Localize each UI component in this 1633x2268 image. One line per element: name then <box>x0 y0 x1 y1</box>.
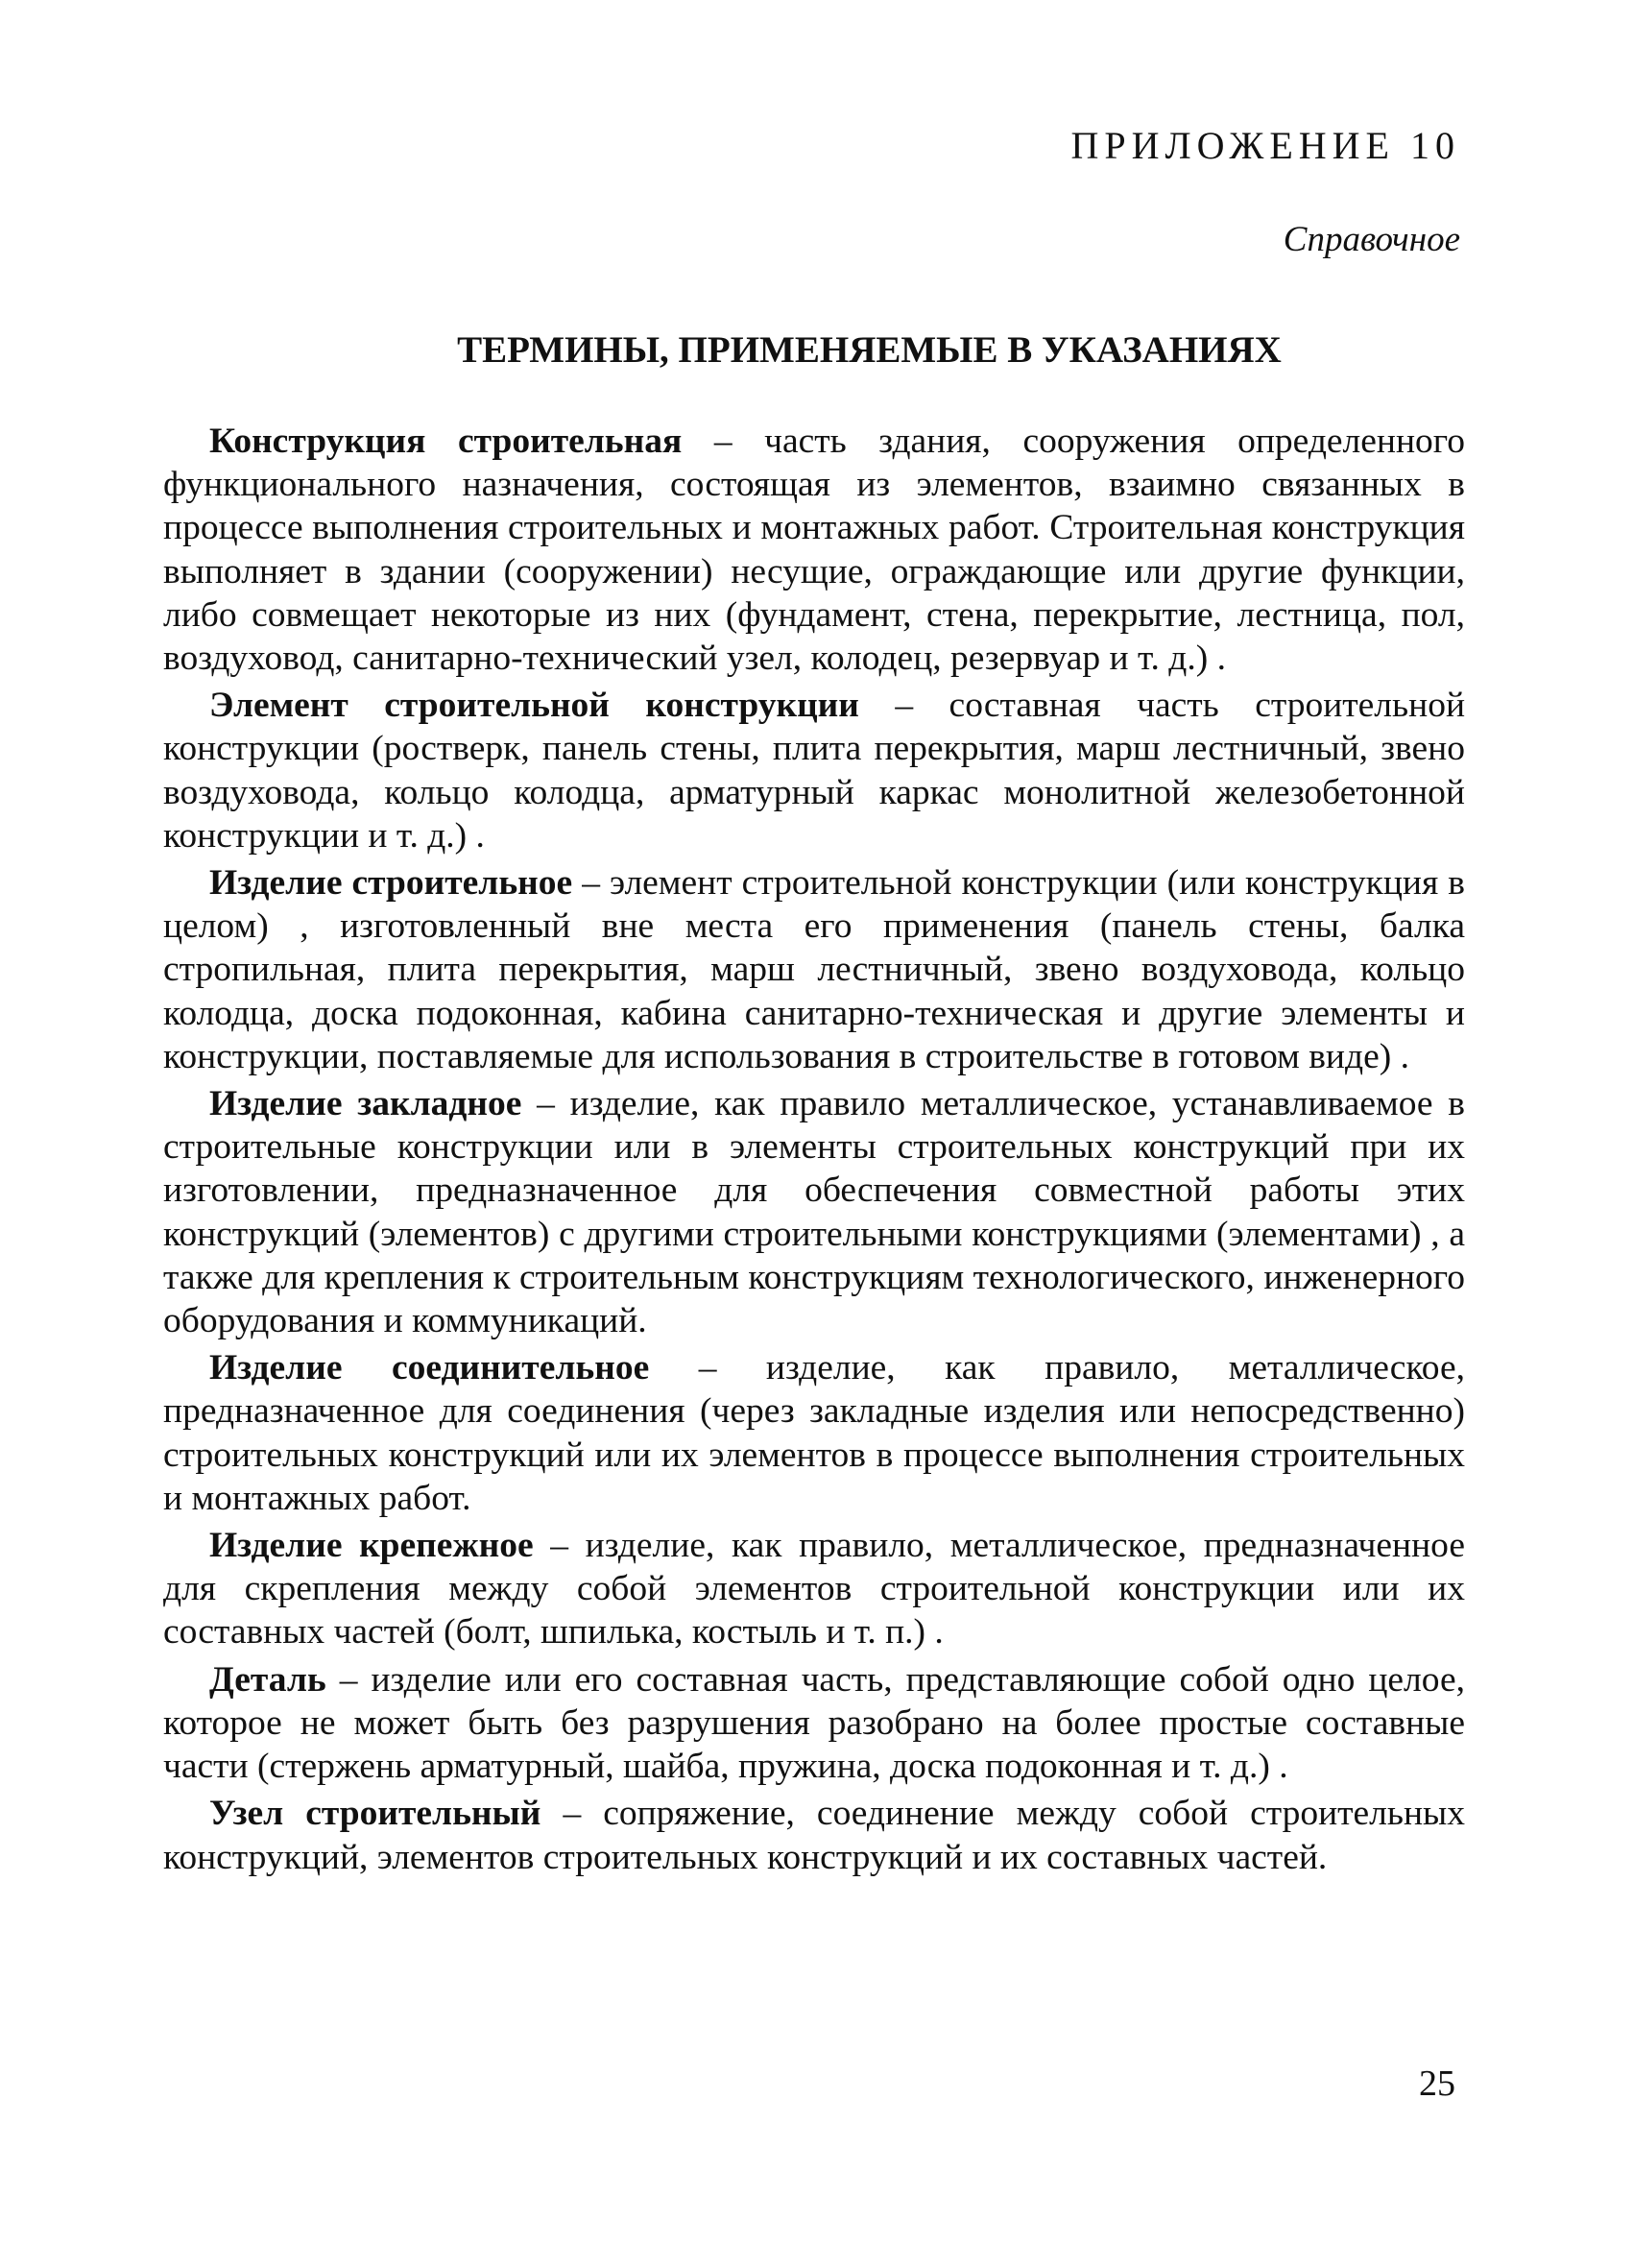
definition-paragraph <box>163 1658 1465 1789</box>
definition-term: Изделие строительное <box>209 863 573 904</box>
definition-text: – часть здания, сооружения определенного функционального назначения, состоящая из элементов, взаимно связанных в процессе выполнения строительных и монтажных работ. Строительная конструкция выполняет в здании (сооружении) несущие, ограждающие или другие функции, либо совмещает некоторые из них (фундамент, стена, перекрытие, лестница, пол, воздуховод, санитарно-технический узел, колодец, резервуар и т. д.) . <box>163 422 1465 679</box>
definition-paragraph <box>163 684 1465 857</box>
page-number: 25 <box>1419 2063 1455 2104</box>
appendix-label: ПРИЛОЖЕНИЕ 10 <box>1070 124 1460 167</box>
definition-term: Элемент строительной конструкции <box>209 686 859 726</box>
definition-term: Узел строительный <box>209 1794 541 1834</box>
definition-paragraph <box>163 1346 1465 1520</box>
definition-text: – сопряжение, соединение между собой строительных конструкций, элементов строительных конструкций и их составных частей. <box>163 1794 1466 1877</box>
definitions-list <box>163 420 1465 1883</box>
definition-paragraph <box>163 1524 1465 1654</box>
definition-term: Изделие соединительное <box>209 1348 650 1388</box>
definition-text: – изделие, как правило, металлическое, предназначенное для скрепления между собой элементов строительной конструкции или их составных частей (болт, шпилька, костыль и т. п.) . <box>163 1526 1465 1653</box>
definition-paragraph <box>163 420 1465 680</box>
definition-term: Конструкция строительная <box>209 422 683 461</box>
definition-text: – изделие или его составная часть, представляющие собой одно целое, которое не может быть без разрушения разобрано на более простые составные части (стержень арматурный, шайба, пружина, доска подоконная и т. д.) . <box>163 1659 1465 1787</box>
definition-term: Изделие крепежное <box>209 1526 534 1566</box>
definition-paragraph <box>163 861 1465 1078</box>
definition-term: Изделие закладное <box>209 1084 522 1124</box>
definition-text: – изделие, как правило, металлическое, предназначенное для соединения (через закладные изделия или непосредственно) строительных конструкций или их элементов в процессе выполнения строительных и монтажных работ. <box>163 1348 1465 1518</box>
reference-status: Справочное <box>1283 220 1460 259</box>
definition-paragraph <box>163 1792 1465 1878</box>
definition-term: Деталь <box>209 1659 326 1700</box>
definition-text: – составная часть строительной конструкции (ростверк, панель стены, плита перекрытия, марш лестничный, звено воздуховода, кольцо колодца, арматурный каркас монолитной железобетонной конструкции и т. д.) . <box>163 686 1466 856</box>
definition-paragraph <box>163 1082 1465 1342</box>
definition-text: – элемент строительной конструкции (или конструкция в целом) , изготовленный вне места его применения (панель стены, балка стропильная, плита перекрытия, марш лестничный, звено воздуховода, кольцо колодца, доска подоконная, кабина санитарно-техническая и другие элементы и конструкции, поставляемые для использования в строительстве в готовом виде) . <box>163 863 1465 1076</box>
definition-text: – изделие, как правило металлическое, устанавливаемое в строительные конструкции или в элементы строительных конструкций при их изготовлении, предназначенное для обеспечения совместной работы этих конструкций (элементов) с другими строительными конструкциями (элементами) , а также для крепления к строительным конструкциям технологического, инженерного оборудования и коммуникаций. <box>163 1084 1466 1341</box>
page-title: ТЕРМИНЫ, ПРИМЕНЯЕМЫЕ В УКАЗАНИЯХ <box>457 329 1282 371</box>
